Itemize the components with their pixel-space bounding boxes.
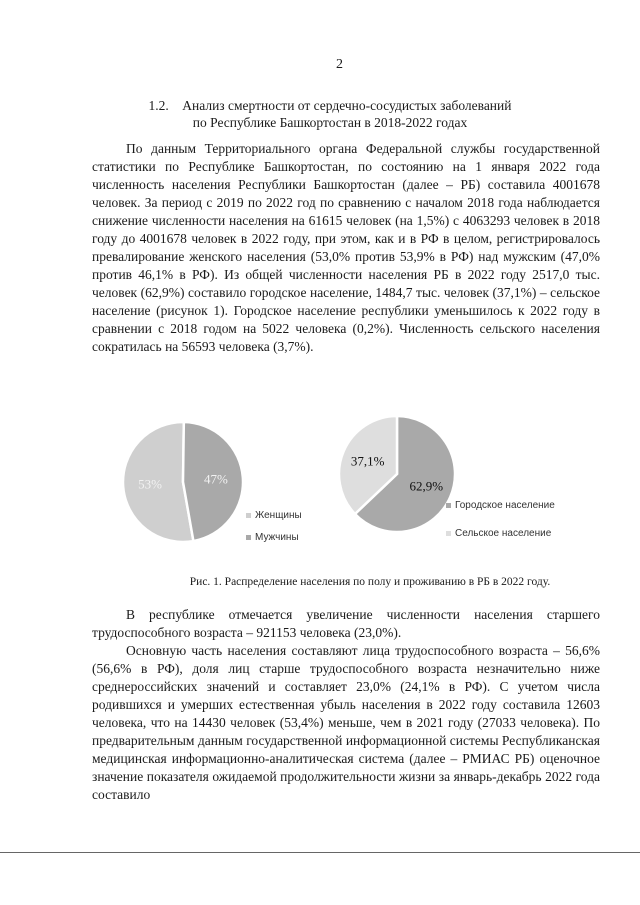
paragraph: По данным Территориального органа Федеральной службы государственной статистики по Республике Башкортостан, по состоянию на 1 января 2022 года численность населения Республики Башкортостан (далее – РБ) составила 4001678 человек. За период с 2019 по 2022 год по сравнению с началом 2018 года наблюдается снижение численности населения на 61615 человек (на 1,5%) с 4063293 человек в 2018 году до 4001678 человек в 2022 году, при этом, как и в РФ в целом, регистрировалось превалирование женского населения (53,0% против 53,9% в РФ) над мужским (47,0% против 46,1% в РФ). Из общей численности населения РБ в 2022 году 2517,0 тыс. человек (62,9%) составило городское население, 1484,7 тыс. человек (37,1%) – сельское население (рисунок 1). Городское население республики уменьшилось к 2022 году в сравнении с 2018 годом на 5022 человека (0,2%). Численность сельского населения сократилась на 56593 человека (3,7%). xyxy=(92,141,600,354)
page-bottom-rule xyxy=(0,852,640,853)
legend-label-women: Женщины xyxy=(255,510,302,521)
pie-label-rural: 37,1% xyxy=(350,453,385,469)
legend-item-urban xyxy=(446,500,555,511)
legend-label-men: Мужчины xyxy=(255,532,299,543)
legend-label-urban: Городское население xyxy=(455,500,555,511)
text-block-demographics xyxy=(92,606,600,804)
legend-item-women xyxy=(246,510,302,521)
residence-pie-chart xyxy=(335,412,585,562)
legend-swatch-urban xyxy=(446,503,451,508)
heading-line-2: по Республике Башкортостан в 2018-2022 годах xyxy=(192,115,468,130)
legend-swatch-women xyxy=(246,513,251,518)
figure-caption: Рис. 1. Распределение населения по полу и проживанию в РБ в 2022 году. xyxy=(189,576,551,588)
legend-item-men xyxy=(246,532,299,543)
pie-label-urban: 62,9% xyxy=(409,478,444,494)
text-block-population xyxy=(92,140,600,356)
pie-label-women: 53% xyxy=(138,476,163,492)
section-heading xyxy=(100,97,560,131)
heading-line-1: 1.2. Анализ смертности от сердечно-сосудистых заболеваний xyxy=(148,98,512,113)
paragraph: В республике отмечается увеличение численности населения старшего трудоспособного возраста – 921153 человека (23,0%). xyxy=(92,607,600,640)
pie-label-men: 47% xyxy=(203,471,228,487)
legend-label-rural: Сельское население xyxy=(455,528,552,539)
legend-swatch-rural xyxy=(446,531,451,536)
paragraph: Основную часть населения составляют лица трудоспособного возраста – 56,6% (56,6% в РФ), доля лиц старше трудоспособного возраста незначительно ниже среднероссийских значений и составляет 23,0% (24,1% в РФ). С учетом числа родившихся и умерших естественная убыль населения в 2022 году составила 12603 человека, что на 14430 человек (53,4%) меньше, чем в 2021 году (27033 человека). По предварительным данным государственной информационной системы Республиканская медицинская информационно-аналитическая система (далее – РМИАС РБ) оценочное значение показателя ожидаемой продолжительности жизни за январь-декабрь 2022 года составило xyxy=(92,643,600,802)
legend-item-rural xyxy=(446,528,551,539)
legend-swatch-men xyxy=(246,535,251,540)
page-number: 2 xyxy=(336,57,343,72)
